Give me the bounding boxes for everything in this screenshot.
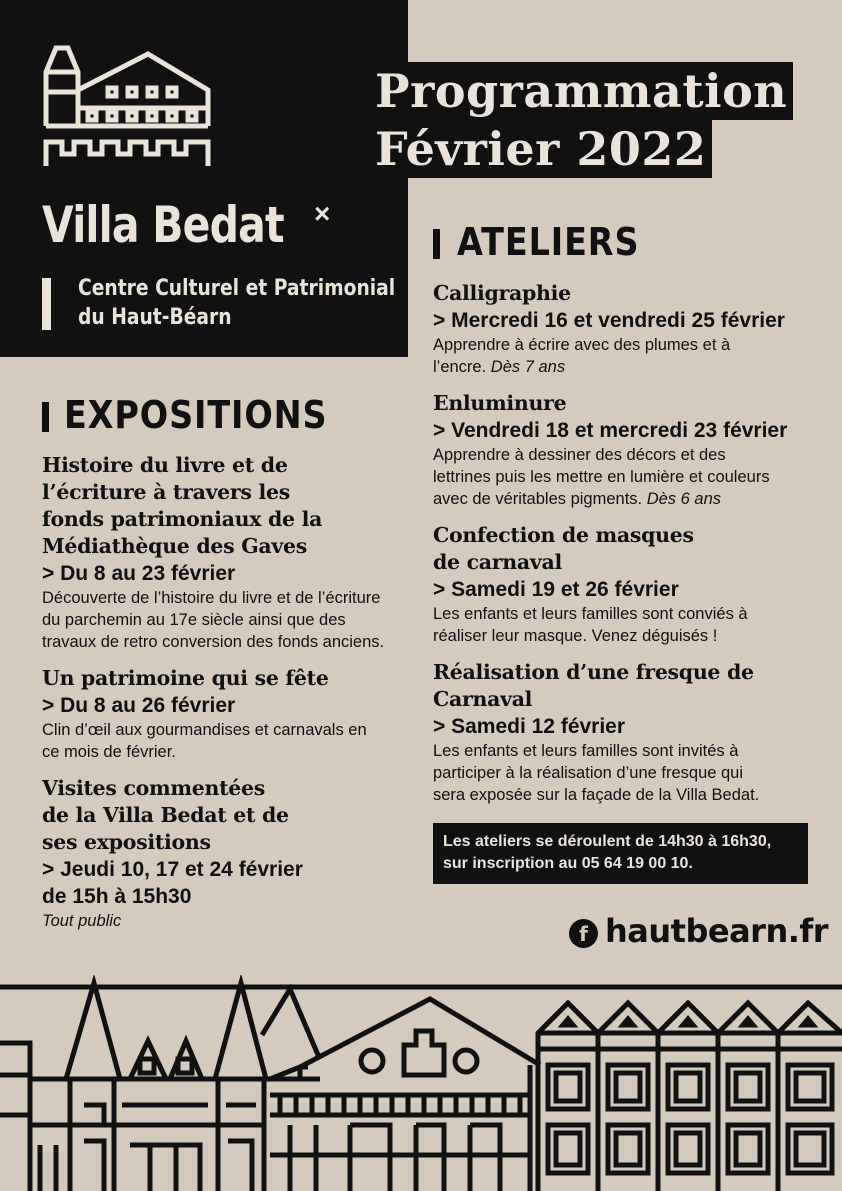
website-link[interactable]: hautbearn.fr: [605, 912, 829, 950]
item-title-line: Histoire du livre et de: [42, 453, 288, 477]
item-title-line: Médiathèque des Gaves: [42, 534, 308, 558]
program-item: [433, 522, 833, 647]
item-title-line: de la Villa Bedat et de: [42, 803, 289, 827]
subtitle-bar: [42, 278, 51, 330]
program-item: [433, 659, 833, 806]
item-desc-text: Découverte de l’histoire du livre et de l’écriture: [42, 589, 381, 607]
item-date-line: > Du 8 au 23 février: [42, 562, 236, 585]
item-desc-text: l’encre.: [433, 358, 487, 376]
item-desc-text: Les enfants et leurs familles sont conviés à: [433, 605, 748, 623]
item-desc-line: [433, 762, 833, 784]
villa-logo-icon: [42, 44, 212, 170]
item-desc-text: réaliser leur masque. Venez déguisés !: [433, 627, 718, 645]
item-desc-text: Apprendre à dessiner des décors et des: [433, 446, 726, 464]
facebook-icon[interactable]: f: [569, 919, 598, 948]
item-desc-line: [433, 466, 833, 488]
item-date-line: > Jeudi 10, 17 et 24 février: [42, 858, 303, 881]
info-line-1: Les ateliers se déroulent de 14h30 à 16h30,: [443, 833, 772, 850]
item-title-line: de carnaval: [433, 550, 562, 574]
item-date-line: de 15h à 15h30: [42, 885, 192, 908]
program-item: [42, 665, 422, 763]
item-desc-text: travaux de retro conversion des fonds anciens.: [42, 633, 385, 651]
skyline-illustration: [0, 975, 842, 1191]
item-date-line: > Samedi 19 et 26 février: [433, 578, 679, 601]
item-desc-text: avec de véritables pigments.: [433, 490, 643, 508]
item-desc-line: [433, 740, 833, 762]
program-item: [42, 452, 422, 653]
program-title-line1: Programmation: [369, 62, 793, 120]
item-title-line: Visites commentées: [42, 776, 266, 800]
item-desc-text: Apprendre à écrire avec des plumes et à: [433, 336, 731, 354]
item-desc-line: [433, 444, 833, 466]
item-date-line: > Mercredi 16 et vendredi 25 février: [433, 309, 785, 332]
item-desc-line: [42, 719, 422, 741]
item-desc-line: [42, 587, 422, 609]
item-title-line: Confection de masques: [433, 523, 694, 547]
item-title-line: Carnaval: [433, 687, 533, 711]
item-desc-text: ce mois de février.: [42, 743, 176, 761]
item-desc-line: [433, 488, 833, 510]
item-desc-text: lettrines puis les mettre en lumière et couleurs: [433, 468, 770, 486]
item-desc-line: [433, 603, 833, 625]
item-desc-line: [433, 356, 833, 378]
expositions-heading-bar: [42, 402, 49, 432]
item-date-line: > Vendredi 18 et mercredi 23 février: [433, 419, 788, 442]
item-title-line: Enluminure: [433, 391, 567, 415]
item-date-line: > Du 8 au 26 février: [42, 694, 236, 717]
header-block: [0, 0, 408, 357]
item-desc-line: [42, 741, 422, 763]
venue-subtitle-line2: du Haut-Béarn: [78, 305, 232, 330]
item-desc-line: [42, 609, 422, 631]
item-title-line: l’écriture à travers les: [42, 480, 290, 504]
item-date-line: > Samedi 12 février: [433, 715, 626, 738]
program-item: [42, 775, 422, 932]
item-desc-text: sera exposée sur la façade de la Villa Bedat.: [433, 786, 760, 804]
item-title-line: fonds patrimoniaux de la: [42, 507, 323, 531]
item-age-note: Dès 7 ans: [490, 358, 566, 376]
expositions-list: [42, 452, 422, 944]
venue-name: Villa Bedat: [42, 196, 284, 254]
item-title-line: Calligraphie: [433, 281, 571, 305]
item-desc-line: [433, 784, 833, 806]
ateliers-heading: ATELIERS: [457, 220, 640, 264]
item-desc-line: [433, 334, 833, 356]
ateliers-info-box: [433, 823, 808, 884]
expositions-heading: EXPOSITIONS: [64, 393, 328, 437]
venue-subtitle: [78, 274, 395, 332]
ateliers-heading-bar: [433, 229, 440, 259]
venue-mark: ×: [314, 198, 331, 229]
program-item: [433, 390, 833, 510]
item-age-note: Dès 6 ans: [646, 490, 722, 508]
program-item: [433, 280, 833, 378]
item-title-line: ses expositions: [42, 830, 211, 854]
item-desc-line: [42, 631, 422, 653]
item-title-line: Un patrimoine qui se fête: [42, 666, 329, 690]
item-desc-text: Clin d’œil aux gourmandises et carnavals en: [42, 721, 367, 739]
info-line-2: sur inscription au 05 64 19 00 10.: [443, 855, 693, 872]
program-title-line2: Février 2022: [369, 120, 712, 178]
item-title-line: Réalisation d’une fresque de: [433, 660, 754, 684]
ateliers-list: [433, 280, 833, 818]
venue-subtitle-line1: Centre Culturel et Patrimonial: [78, 276, 396, 301]
item-desc-line: [433, 625, 833, 647]
item-desc-text: du parchemin au 17e siècle ainsi que des: [42, 611, 346, 629]
item-desc-text: Les enfants et leurs familles sont invités à: [433, 742, 739, 760]
item-audience-note: Tout public: [42, 912, 122, 930]
item-desc-text: participer à la réalisation d’une fresque qui: [433, 764, 744, 782]
